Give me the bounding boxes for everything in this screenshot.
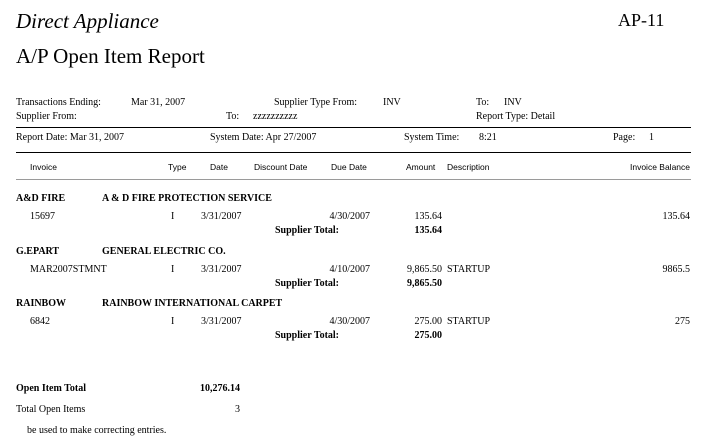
supplier-type-to-label: To: bbox=[476, 97, 490, 108]
col-type: Type bbox=[168, 162, 187, 172]
invoice-number: MAR2007STMNT bbox=[30, 264, 107, 275]
supplier-to-label: To: bbox=[226, 111, 240, 122]
invoice-date: 3/31/2007 bbox=[201, 211, 242, 222]
col-due-date: Due Date bbox=[331, 162, 367, 172]
description: STARTUP bbox=[447, 316, 491, 327]
page-label: Page: bbox=[613, 132, 636, 143]
supplier-from-label: Supplier From: bbox=[16, 111, 77, 122]
amount: 135.64 bbox=[414, 211, 442, 222]
header-divider bbox=[16, 152, 691, 153]
col-discount-date: Discount Date bbox=[254, 162, 308, 172]
col-description: Description bbox=[447, 162, 490, 172]
total-open-items-value: 3 bbox=[235, 404, 240, 415]
col-invoice-balance: Invoice Balance bbox=[629, 162, 690, 172]
system-time-label: System Time: bbox=[404, 132, 460, 143]
invoice-balance: 135.64 bbox=[662, 211, 690, 222]
supplier-code: G.EPART bbox=[16, 246, 60, 257]
params-divider bbox=[16, 127, 691, 128]
system-date: System Date: Apr 27/2007 bbox=[210, 132, 317, 143]
footer-note: be used to make correcting entries. bbox=[27, 425, 167, 436]
invoice-balance: 275 bbox=[675, 316, 690, 327]
invoice-type: I bbox=[171, 316, 175, 327]
report-code: AP-11 bbox=[618, 10, 665, 30]
page-value: 1 bbox=[649, 132, 654, 143]
supplier-type-from-label: Supplier Type From: bbox=[274, 97, 358, 108]
supplier-total: 135.64 bbox=[414, 225, 442, 236]
supplier-to-value: zzzzzzzzzz bbox=[253, 111, 298, 122]
supplier-code: A&D FIRE bbox=[16, 193, 66, 204]
supplier-name: RAINBOW INTERNATIONAL CARPET bbox=[102, 298, 283, 309]
supplier-total-label: Supplier Total: bbox=[275, 330, 340, 341]
supplier-total-label: Supplier Total: bbox=[275, 278, 340, 289]
due-date: 4/30/2007 bbox=[329, 316, 370, 327]
company-name: Direct Appliance bbox=[16, 9, 159, 33]
supplier-total: 9,865.50 bbox=[407, 278, 442, 289]
invoice-date: 3/31/2007 bbox=[201, 264, 242, 275]
description: STARTUP bbox=[447, 264, 491, 275]
open-item-total-label: Open Item Total bbox=[16, 383, 87, 394]
col-invoice: Invoice bbox=[30, 162, 57, 172]
invoice-type: I bbox=[171, 211, 175, 222]
supplier-name: A & D FIRE PROTECTION SERVICE bbox=[102, 193, 272, 204]
open-item-total-value: 10,276.14 bbox=[200, 383, 240, 394]
amount: 9,865.50 bbox=[407, 264, 442, 275]
invoice-number: 15697 bbox=[30, 211, 55, 222]
invoice-date: 3/31/2007 bbox=[201, 316, 242, 327]
total-open-items-label: Total Open Items bbox=[16, 404, 86, 415]
report-date: Report Date: Mar 31, 2007 bbox=[16, 132, 125, 143]
supplier-code: RAINBOW bbox=[16, 298, 67, 309]
transactions-ending-value: Mar 31, 2007 bbox=[131, 97, 186, 108]
supplier-total-label: Supplier Total: bbox=[275, 225, 340, 236]
invoice-balance: 9865.5 bbox=[662, 264, 690, 275]
supplier-name: GENERAL ELECTRIC CO. bbox=[102, 246, 226, 257]
col-date: Date bbox=[210, 162, 228, 172]
invoice-number: 6842 bbox=[30, 316, 50, 327]
system-time-value: 8:21 bbox=[479, 132, 497, 143]
supplier-type-from-value: INV bbox=[383, 97, 401, 108]
report-title: A/P Open Item Report bbox=[16, 44, 205, 68]
due-date: 4/10/2007 bbox=[329, 264, 370, 275]
transactions-ending-label: Transactions Ending: bbox=[16, 97, 101, 108]
column-divider bbox=[16, 179, 691, 180]
supplier-type-to-value: INV bbox=[504, 97, 522, 108]
report-type: Report Type: Detail bbox=[476, 111, 556, 122]
col-amount: Amount bbox=[406, 162, 436, 172]
amount: 275.00 bbox=[414, 316, 442, 327]
supplier-total: 275.00 bbox=[414, 330, 442, 341]
due-date: 4/30/2007 bbox=[329, 211, 370, 222]
invoice-type: I bbox=[171, 264, 175, 275]
